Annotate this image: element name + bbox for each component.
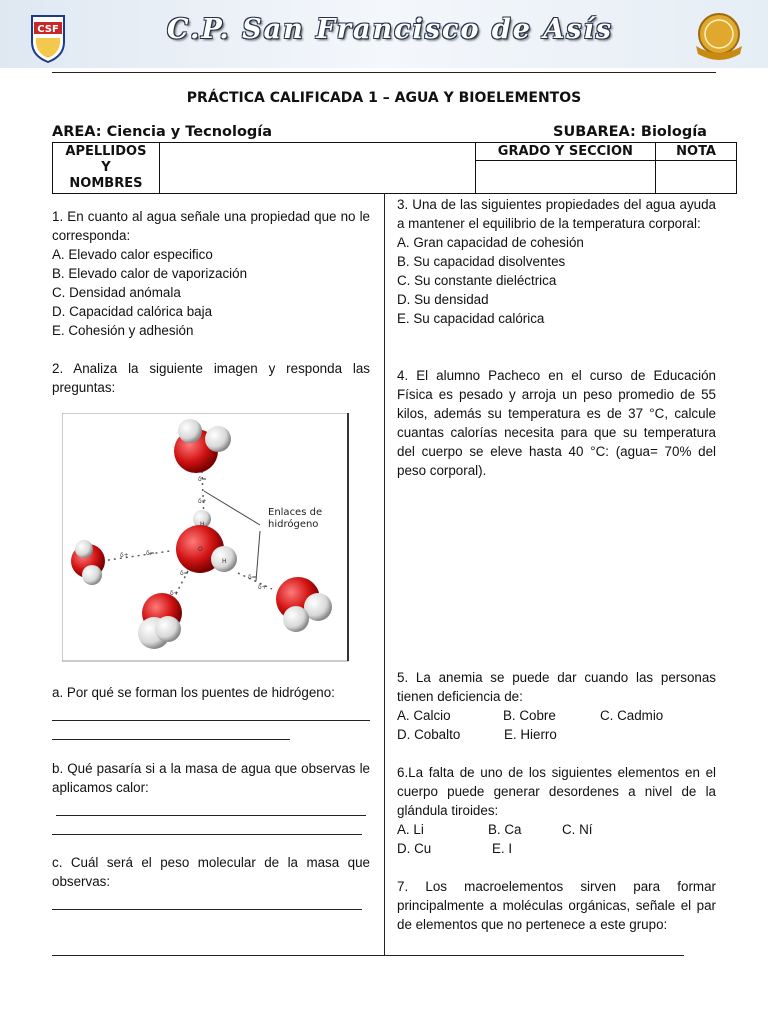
- question-1: [52, 207, 370, 340]
- option: E. Cohesión y adhesión: [52, 323, 194, 338]
- svg-text:δ+: δ+: [198, 498, 207, 505]
- svg-text:δ=: δ=: [198, 476, 207, 483]
- option: B. Elevado calor de vaporización: [52, 266, 248, 281]
- grade-header-cell: GRADO Y SECCION: [475, 143, 656, 161]
- svg-text:δ+: δ+: [120, 552, 129, 559]
- answer-line[interactable]: [52, 721, 290, 740]
- quality-seal-logo: [690, 10, 748, 62]
- area-label: AREA: Ciencia y Tecnología: [52, 124, 273, 140]
- question-2c-text: c. Cuál será el peso molecular de la masa que observas:: [52, 855, 370, 889]
- name-header-cell: [53, 143, 160, 194]
- question-2a: [52, 683, 370, 740]
- name-header-line: NOMBRES: [69, 176, 143, 191]
- option: B. Ca: [488, 822, 522, 837]
- option: D. Cobalto: [397, 727, 461, 742]
- option: C. Densidad anómala: [52, 285, 181, 300]
- crest-text: CSF: [37, 24, 59, 35]
- option: E. I: [492, 841, 513, 856]
- question-4-text: 4. El alumno Pacheco en el curso de Educación Física es pesado y arroja un peso promedio de 55 kilos, además su temperatura es de 37 °C, calcule cuantas calorías necesita para que su temperatura del cuerpo se eleve hasta 40 °C: (agua= 70% del peso corporal).: [397, 368, 716, 478]
- column-divider: [384, 193, 385, 956]
- water-hydrogen-bond-figure: [62, 413, 350, 663]
- question-3: [397, 195, 716, 328]
- svg-text:δ=: δ=: [248, 574, 257, 581]
- svg-text:δ=: δ=: [146, 550, 155, 557]
- name-header-line: APELLIDOS: [65, 144, 147, 159]
- option: D. Capacidad calórica baja: [52, 304, 213, 319]
- option: A. Elevado calor especifico: [52, 247, 213, 262]
- score-field-cell[interactable]: [656, 161, 737, 194]
- question-2b-text: b. Qué pasaría si a la masa de agua que observas le aplicamos calor:: [52, 761, 370, 795]
- question-5-text: 5. La anemia se puede dar cuando las personas tienen deficiencia de:: [397, 670, 716, 704]
- page-title: PRÁCTICA CALIFICADA 1 – AGUA Y BIOELEMENTOS: [186, 90, 582, 106]
- school-crest-logo: [28, 12, 68, 64]
- svg-text:δ=: δ=: [180, 570, 189, 577]
- subarea-label: SUBAREA: Biología: [553, 124, 707, 140]
- question-2-text: 2. Analiza la siguiente imagen y responda las preguntas:: [52, 361, 370, 395]
- svg-text:δ+: δ+: [258, 584, 267, 591]
- answer-line[interactable]: [52, 816, 362, 835]
- answer-line[interactable]: [56, 797, 366, 816]
- option: D. Cu: [397, 841, 432, 856]
- figure-label-line: Enlaces de: [268, 507, 323, 518]
- option: E. Hierro: [504, 727, 557, 742]
- question-6: [397, 763, 716, 858]
- answer-line[interactable]: [52, 702, 370, 721]
- score-header-cell: NOTA: [656, 143, 737, 161]
- option: D. Su densidad: [397, 292, 489, 307]
- option: C. Su constante dieléctrica: [397, 273, 557, 288]
- question-2b: [52, 759, 370, 835]
- option: A. Calcio: [397, 708, 451, 723]
- name-field-cell[interactable]: [159, 143, 475, 194]
- option: C. Ní: [562, 822, 593, 837]
- name-header-line: Y: [101, 160, 111, 175]
- question-6-text: 6.La falta de uno de los siguientes elementos en el cuerpo puede generar desordenes a nivel de la glándula tiroides:: [397, 765, 716, 818]
- svg-text:δ+: δ+: [170, 590, 179, 597]
- option: A. Li: [397, 822, 424, 837]
- svg-text:O: O: [198, 546, 203, 553]
- option: C. Cadmio: [600, 708, 664, 723]
- student-info-table: [52, 142, 737, 194]
- school-name: C.P. San Francisco de Asís: [167, 14, 613, 45]
- question-2a-text: a. Por qué se forman los puentes de hidrógeno:: [52, 685, 335, 700]
- figure-label-line: hidrógeno: [268, 519, 319, 530]
- grade-field-cell[interactable]: [475, 161, 656, 194]
- option: B. Cobre: [503, 708, 556, 723]
- footer-rule: [52, 955, 684, 956]
- svg-text:H: H: [222, 558, 227, 565]
- option: A. Gran capacidad de cohesión: [397, 235, 584, 250]
- question-5: [397, 668, 716, 744]
- question-2c: [52, 853, 370, 910]
- option: B. Su capacidad disolventes: [397, 254, 566, 269]
- svg-text:H: H: [200, 521, 205, 528]
- question-3-text: 3. Una de las siguientes propiedades del agua ayuda a mantener el equilibrio de la temperatura corporal:: [397, 197, 716, 231]
- header-rule: [52, 72, 716, 73]
- question-1-text: 1. En cuanto al agua señale una propiedad que no le corresponda:: [52, 209, 370, 243]
- answer-line[interactable]: [52, 891, 362, 910]
- option: E. Su capacidad calórica: [397, 311, 545, 326]
- question-7-text: 7. Los macroelementos sirven para formar principalmente a moléculas orgánicas, señale el par de elementos que no pertenece a este grupo:: [397, 879, 716, 932]
